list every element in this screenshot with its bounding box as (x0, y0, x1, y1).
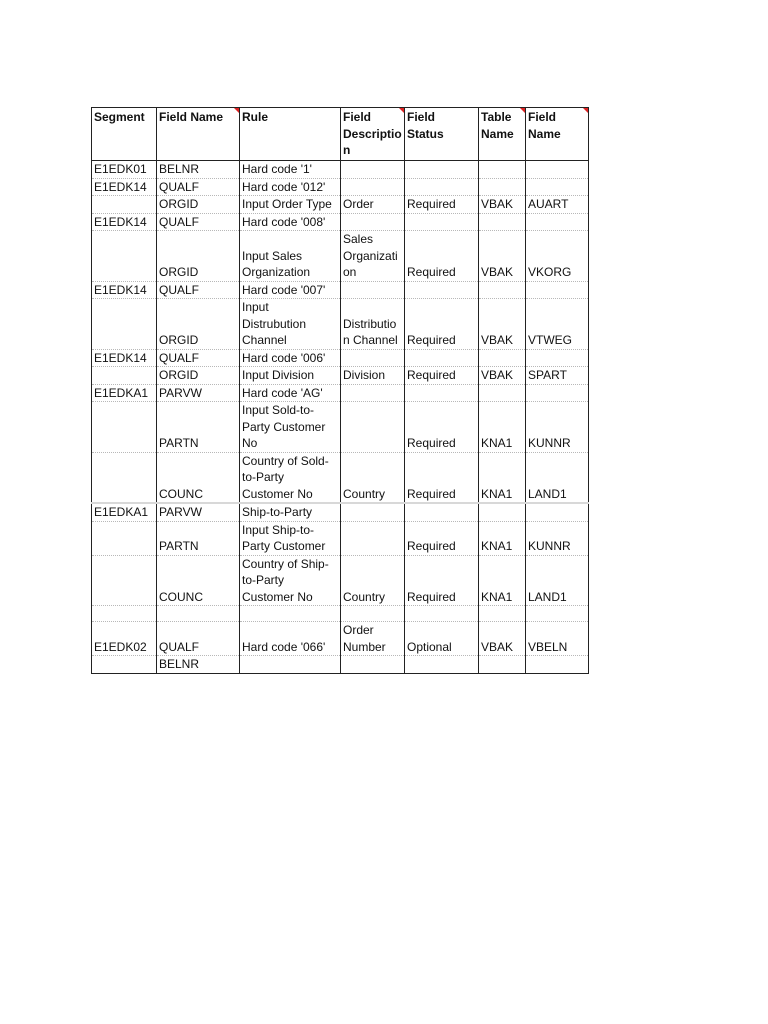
cell-field-status[interactable] (405, 161, 479, 179)
cell-rule[interactable]: Input Order Type (240, 196, 341, 214)
cell-segment[interactable] (92, 367, 157, 385)
cell-field-description[interactable]: Division (341, 367, 405, 385)
table-body (92, 161, 589, 674)
cell-table-name[interactable] (479, 161, 526, 179)
cell-segment[interactable]: E1EDKA1 (92, 503, 157, 521)
cell-segment[interactable]: E1EDK02 (92, 622, 157, 656)
cell-table-name[interactable]: KNA1 (479, 555, 526, 606)
column-header-label: Segment (94, 110, 145, 124)
cell-field-name[interactable]: ORGID (157, 196, 240, 214)
cell-field-name[interactable]: QUALF (157, 622, 240, 656)
cell-rule[interactable]: Country of Sold- to-Party Customer No (240, 452, 341, 503)
cell-field-status[interactable] (405, 349, 479, 367)
column-header-label: Field Name (528, 110, 561, 141)
cell-field-status[interactable]: Required (405, 555, 479, 606)
cell-field-name[interactable]: ORGID (157, 231, 240, 282)
cell-table-name[interactable]: VBAK (479, 367, 526, 385)
cell-field-description[interactable]: Country (341, 452, 405, 503)
cell-segment[interactable] (92, 606, 157, 622)
column-header-table-name (479, 108, 526, 161)
cell-target-field-name[interactable] (526, 281, 589, 299)
cell-target-field-name[interactable] (526, 178, 589, 196)
table-row (92, 367, 589, 385)
cell-target-field-name[interactable]: VTWEG (526, 299, 589, 350)
cell-table-name[interactable] (479, 606, 526, 622)
cell-field-description[interactable]: Country (341, 555, 405, 606)
cell-target-field-name[interactable]: KUNNR (526, 402, 589, 453)
column-header-field-status (405, 108, 479, 161)
cell-target-field-name[interactable] (526, 656, 589, 674)
cell-field-status[interactable] (405, 606, 479, 622)
cell-field-status[interactable]: Optional (405, 622, 479, 656)
cell-field-description[interactable] (341, 521, 405, 555)
cell-segment[interactable] (92, 521, 157, 555)
cell-segment[interactable] (92, 299, 157, 350)
cell-table-name[interactable] (479, 213, 526, 231)
cell-table-name[interactable]: VBAK (479, 196, 526, 214)
cell-table-name[interactable]: VBAK (479, 299, 526, 350)
cell-rule[interactable]: Hard code '066' (240, 622, 341, 656)
cell-field-status[interactable] (405, 178, 479, 196)
cell-field-name[interactable]: BELNR (157, 161, 240, 179)
cell-rule[interactable]: Hard code '1' (240, 161, 341, 179)
cell-field-name[interactable]: PARVW (157, 384, 240, 402)
column-header-label: Field Descriptio n (343, 110, 402, 157)
table-row (92, 231, 589, 282)
cell-segment[interactable] (92, 555, 157, 606)
cell-field-status[interactable] (405, 213, 479, 231)
cell-target-field-name[interactable]: LAND1 (526, 555, 589, 606)
cell-field-description[interactable] (341, 281, 405, 299)
cell-target-field-name[interactable]: SPART (526, 367, 589, 385)
cell-rule[interactable]: Input Division (240, 367, 341, 385)
cell-field-name[interactable]: ORGID (157, 299, 240, 350)
table-row (92, 161, 589, 179)
cell-rule[interactable]: Hard code '006' (240, 349, 341, 367)
cell-target-field-name[interactable]: LAND1 (526, 452, 589, 503)
cell-field-name[interactable]: QUALF (157, 349, 240, 367)
header-row (92, 108, 589, 161)
cell-field-status[interactable] (405, 656, 479, 674)
cell-field-name[interactable]: COUNC (157, 555, 240, 606)
cell-field-status[interactable]: Required (405, 402, 479, 453)
table-row (92, 656, 589, 674)
table-row (92, 452, 589, 503)
cell-field-name[interactable]: BELNR (157, 656, 240, 674)
cell-target-field-name[interactable]: VKORG (526, 231, 589, 282)
cell-field-description[interactable] (341, 503, 405, 521)
cell-segment[interactable]: E1EDK14 (92, 178, 157, 196)
table-row (92, 622, 589, 656)
cell-target-field-name[interactable]: KUNNR (526, 521, 589, 555)
cell-field-description[interactable] (341, 384, 405, 402)
cell-field-name[interactable]: ORGID (157, 367, 240, 385)
cell-target-field-name[interactable]: VBELN (526, 622, 589, 656)
cell-field-status[interactable] (405, 281, 479, 299)
table-row (92, 178, 589, 196)
table-row (92, 384, 589, 402)
cell-target-field-name[interactable] (526, 213, 589, 231)
cell-target-field-name[interactable] (526, 161, 589, 179)
table-row (92, 503, 589, 521)
cell-segment[interactable] (92, 452, 157, 503)
column-header-field-name (157, 108, 240, 161)
cell-target-field-name[interactable] (526, 606, 589, 622)
cell-field-status[interactable]: Required (405, 299, 479, 350)
column-header-rule (240, 108, 341, 161)
cell-table-name[interactable] (479, 656, 526, 674)
cell-rule[interactable] (240, 606, 341, 622)
column-header-field-description (341, 108, 405, 161)
comment-indicator-icon[interactable] (520, 108, 525, 113)
cell-field-description[interactable] (341, 161, 405, 179)
cell-field-description[interactable]: Distributio n Channel (341, 299, 405, 350)
cell-field-name[interactable]: QUALF (157, 213, 240, 231)
cell-field-description[interactable] (341, 349, 405, 367)
cell-rule[interactable]: Input Sales Organization (240, 231, 341, 282)
table-row (92, 281, 589, 299)
table-row (92, 299, 589, 350)
cell-segment[interactable]: E1EDK01 (92, 161, 157, 179)
cell-table-name[interactable] (479, 349, 526, 367)
cell-rule[interactable]: Hard code '007' (240, 281, 341, 299)
cell-field-status[interactable]: Required (405, 367, 479, 385)
cell-field-status[interactable] (405, 384, 479, 402)
cell-rule[interactable]: Ship-to-Party (240, 503, 341, 521)
cell-target-field-name[interactable]: AUART (526, 196, 589, 214)
cell-rule[interactable]: Country of Ship- to-Party Customer No (240, 555, 341, 606)
column-header-label: Field Status (407, 110, 444, 141)
cell-segment[interactable]: E1EDK14 (92, 213, 157, 231)
cell-field-description[interactable]: Sales Organizati on (341, 231, 405, 282)
cell-field-name[interactable]: PARTN (157, 521, 240, 555)
column-header-segment (92, 108, 157, 161)
cell-table-name[interactable] (479, 178, 526, 196)
cell-table-name[interactable]: VBAK (479, 622, 526, 656)
cell-segment[interactable]: E1EDK14 (92, 281, 157, 299)
cell-field-status[interactable]: Required (405, 521, 479, 555)
cell-segment[interactable]: E1EDK14 (92, 349, 157, 367)
comment-indicator-icon[interactable] (399, 108, 404, 113)
cell-rule[interactable]: Input Sold-to- Party Customer No (240, 402, 341, 453)
cell-field-status[interactable]: Required (405, 452, 479, 503)
column-header-label: Rule (242, 110, 269, 124)
table-row (92, 213, 589, 231)
cell-rule[interactable]: Hard code 'AG' (240, 384, 341, 402)
cell-field-name[interactable]: PARVW (157, 503, 240, 521)
cell-rule[interactable]: Input Ship-to- Party Customer (240, 521, 341, 555)
table-row (92, 349, 589, 367)
cell-target-field-name[interactable] (526, 349, 589, 367)
cell-table-name[interactable]: VBAK (479, 231, 526, 282)
cell-segment[interactable]: E1EDKA1 (92, 384, 157, 402)
cell-field-description[interactable] (341, 213, 405, 231)
cell-field-name[interactable]: QUALF (157, 281, 240, 299)
idoc-mapping-table (91, 107, 589, 674)
cell-field-name[interactable]: PARTN (157, 402, 240, 453)
cell-field-description[interactable]: Order Number (341, 622, 405, 656)
cell-field-name[interactable] (157, 606, 240, 622)
cell-target-field-name[interactable] (526, 384, 589, 402)
column-header-target-field-name (526, 108, 589, 161)
cell-segment[interactable] (92, 656, 157, 674)
cell-table-name[interactable] (479, 503, 526, 521)
column-header-label: Field Name (159, 110, 224, 124)
cell-field-name[interactable]: COUNC (157, 452, 240, 503)
cell-field-description[interactable] (341, 178, 405, 196)
cell-table-name[interactable]: KNA1 (479, 521, 526, 555)
cell-rule[interactable] (240, 656, 341, 674)
cell-segment[interactable] (92, 402, 157, 453)
cell-rule[interactable]: Hard code '008' (240, 213, 341, 231)
table-row (92, 555, 589, 606)
comment-indicator-icon[interactable] (234, 108, 239, 113)
cell-field-description[interactable]: Order (341, 196, 405, 214)
cell-rule[interactable]: Input Distrubution Channel (240, 299, 341, 350)
column-header-label: Table Name (481, 110, 514, 141)
cell-segment[interactable] (92, 196, 157, 214)
table-row (92, 606, 589, 622)
cell-target-field-name[interactable] (526, 503, 589, 521)
table-row (92, 521, 589, 555)
cell-field-description[interactable] (341, 656, 405, 674)
cell-table-name[interactable] (479, 281, 526, 299)
comment-indicator-icon[interactable] (583, 108, 588, 113)
cell-table-name[interactable]: KNA1 (479, 452, 526, 503)
cell-field-description[interactable] (341, 606, 405, 622)
cell-field-status[interactable]: Required (405, 231, 479, 282)
cell-table-name[interactable] (479, 384, 526, 402)
cell-field-name[interactable]: QUALF (157, 178, 240, 196)
cell-table-name[interactable]: KNA1 (479, 402, 526, 453)
cell-field-status[interactable] (405, 503, 479, 521)
cell-rule[interactable]: Hard code '012' (240, 178, 341, 196)
cell-field-description[interactable] (341, 402, 405, 453)
table-row (92, 402, 589, 453)
table-row (92, 196, 589, 214)
cell-segment[interactable] (92, 231, 157, 282)
cell-field-status[interactable]: Required (405, 196, 479, 214)
